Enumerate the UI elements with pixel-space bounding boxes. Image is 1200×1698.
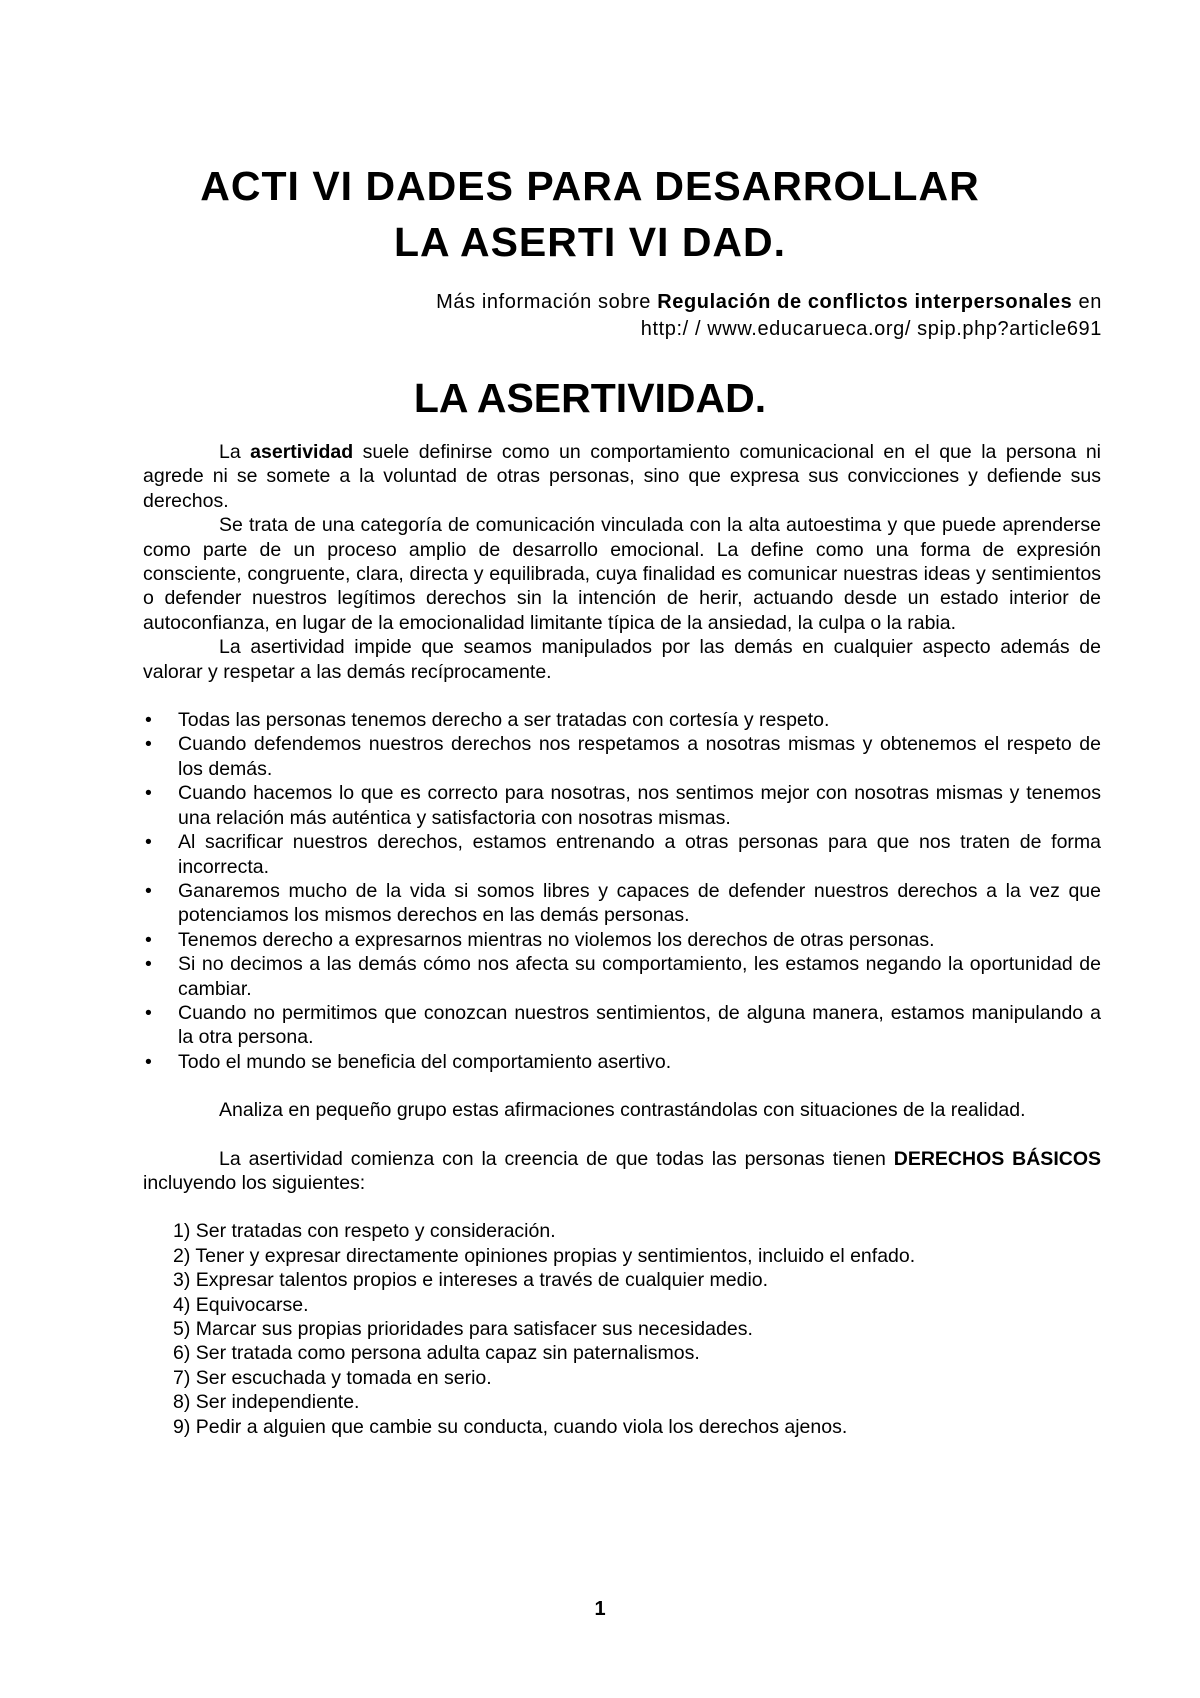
bullet-icon: •: [145, 709, 152, 732]
section-title: LA ASERTIVIDAD.: [413, 375, 767, 421]
body-text: [143, 440, 1101, 1439]
more-info-suffix: en: [1072, 291, 1102, 313]
paragraph-manipulation: La asertividad impide que seamos manipulados por las demás en cualquier aspecto además de valorar y respetar a las demás recíprocamente.: [143, 636, 1101, 683]
list-item: 2) Tener y expresar directamente opiniones propias y sentimientos, incluido el enfado.: [173, 1244, 916, 1267]
bullet-text: Cuando defendemos nuestros derechos nos respetamos a nosotras mismas y obtenemos el respeto de los demás.: [178, 733, 1101, 780]
list-item: 1) Ser tratadas con respeto y consideración.: [173, 1220, 556, 1243]
bullet-list: [143, 708, 1101, 1074]
list-item: 5) Marcar sus propias prioridades para satisfacer sus necesidades.: [173, 1318, 753, 1340]
list-item: [143, 952, 1101, 1001]
list-item: 7) Ser escuchada y tomada en serio.: [173, 1366, 492, 1389]
list-item: 9) Pedir a alguien que cambie su conducta, cuando viola los derechos ajenos.: [173, 1415, 848, 1438]
bullet-text: Todas las personas tenemos derecho a ser tratadas con cortesía y respeto.: [178, 709, 830, 732]
bullet-text: Al sacrificar nuestros derechos, estamos entrenando a otras personas para que nos traten de forma incorrecta.: [178, 831, 1101, 878]
paragraph-definition: [143, 440, 1101, 513]
bullet-text: Cuando no permitimos que conozcan nuestros sentimientos, de alguna manera, estamos manipulando a la otra persona.: [178, 1001, 1101, 1049]
paragraph-analysis: Analiza en pequeño grupo estas afirmaciones contrastándolas con situaciones de la realidad.: [219, 1099, 1026, 1122]
document-title: [140, 158, 1040, 270]
bullet-icon: •: [145, 953, 152, 976]
bullet-icon: •: [145, 1050, 152, 1073]
more-info-url[interactable]: http:/ / www.educarueca.org/ spip.php?article691: [640, 318, 1102, 340]
bullet-text: Todo el mundo se beneficia del comportamiento asertivo.: [178, 1050, 672, 1073]
title-line-2: LA ASERTI VI DAD.: [393, 219, 787, 265]
paragraph-category: Se trata de una categoría de comunicación vinculada con la alta autoestima y que puede aprenderse como parte de un proceso amplio de desarrollo emocional. La define como una forma de expresión consciente, congruente, clara, directa y equilibrada, cuya finalidad es comunicar nuestras ideas y sentimientos o defender nuestros legítimos derechos sin la intención de herir, actuando desde un estado interior de autoconfianza, en lugar de la emocionalidad limitante típica de la ansiedad, la culpa o la rabia.: [143, 514, 1101, 634]
list-item: 4) Equivocarse.: [173, 1293, 309, 1316]
bullet-icon: •: [145, 782, 152, 805]
list-item: [143, 830, 1101, 879]
paragraph-rights-intro: [143, 1147, 1101, 1196]
list-item: [143, 732, 1101, 781]
bullet-icon: •: [145, 831, 152, 854]
more-info-line: [202, 289, 1102, 316]
list-item: [143, 781, 1101, 830]
bullet-text: Cuando hacemos lo que es correcto para nosotras, nos sentimos mejor con nosotras mismas y tenemos una relación más auténtica y satisfactoria con nosotras mismas.: [178, 782, 1101, 829]
more-info-prefix: Más información sobre: [436, 291, 658, 313]
p1-term: asertividad: [250, 441, 354, 463]
bullet-text: Tenemos derecho a expresarnos mientras no violemos los derechos de otras personas.: [178, 928, 935, 951]
list-item: [143, 708, 1101, 732]
list-item: [143, 928, 1101, 952]
rights-intro-bold: DERECHOS BÁSICOS: [893, 1147, 1101, 1170]
bullet-text: Si no decimos a las demás cómo nos afecta su comportamiento, les estamos negando la oportunidad de cambiar.: [178, 953, 1101, 1000]
list-item: [143, 1001, 1101, 1050]
title-line-1: ACTI VI DADES PARA DESARROLLAR: [200, 163, 980, 209]
rights-intro-end: incluyendo los siguientes:: [143, 1171, 366, 1194]
more-info: [202, 289, 1102, 343]
bullet-icon: •: [145, 733, 152, 756]
bullet-icon: •: [145, 879, 152, 902]
rights-list: [143, 1219, 1101, 1439]
bullet-icon: •: [145, 928, 152, 951]
p1-rest: suele definirse como un comportamiento comunicacional en el que la persona ni agrede ni se somete a la voluntad de otras personas, sino que expresa sus convicciones y defiende sus derechos.: [143, 441, 1102, 512]
list-item: [143, 1050, 1101, 1074]
list-item: 6) Ser tratada como persona adulta capaz sin paternalismos.: [173, 1342, 700, 1365]
p1-start: La: [219, 441, 251, 463]
more-info-topic: Regulación de conflictos interpersonales: [657, 291, 1073, 313]
page-number: 1: [594, 1598, 606, 1620]
list-item: 3) Expresar talentos propios e intereses a través de cualquier medio.: [173, 1269, 769, 1292]
bullet-icon: •: [145, 1001, 152, 1024]
list-item: 8) Ser independiente.: [173, 1391, 360, 1414]
bullet-text: Ganaremos mucho de la vida si somos libres y capaces de defender nuestros derechos a la vez que potenciamos los mismos derechos en las demás personas.: [178, 879, 1101, 927]
list-item: [143, 879, 1101, 928]
rights-intro-start: La asertividad comienza con la creencia de que todas las personas tienen: [219, 1147, 894, 1170]
